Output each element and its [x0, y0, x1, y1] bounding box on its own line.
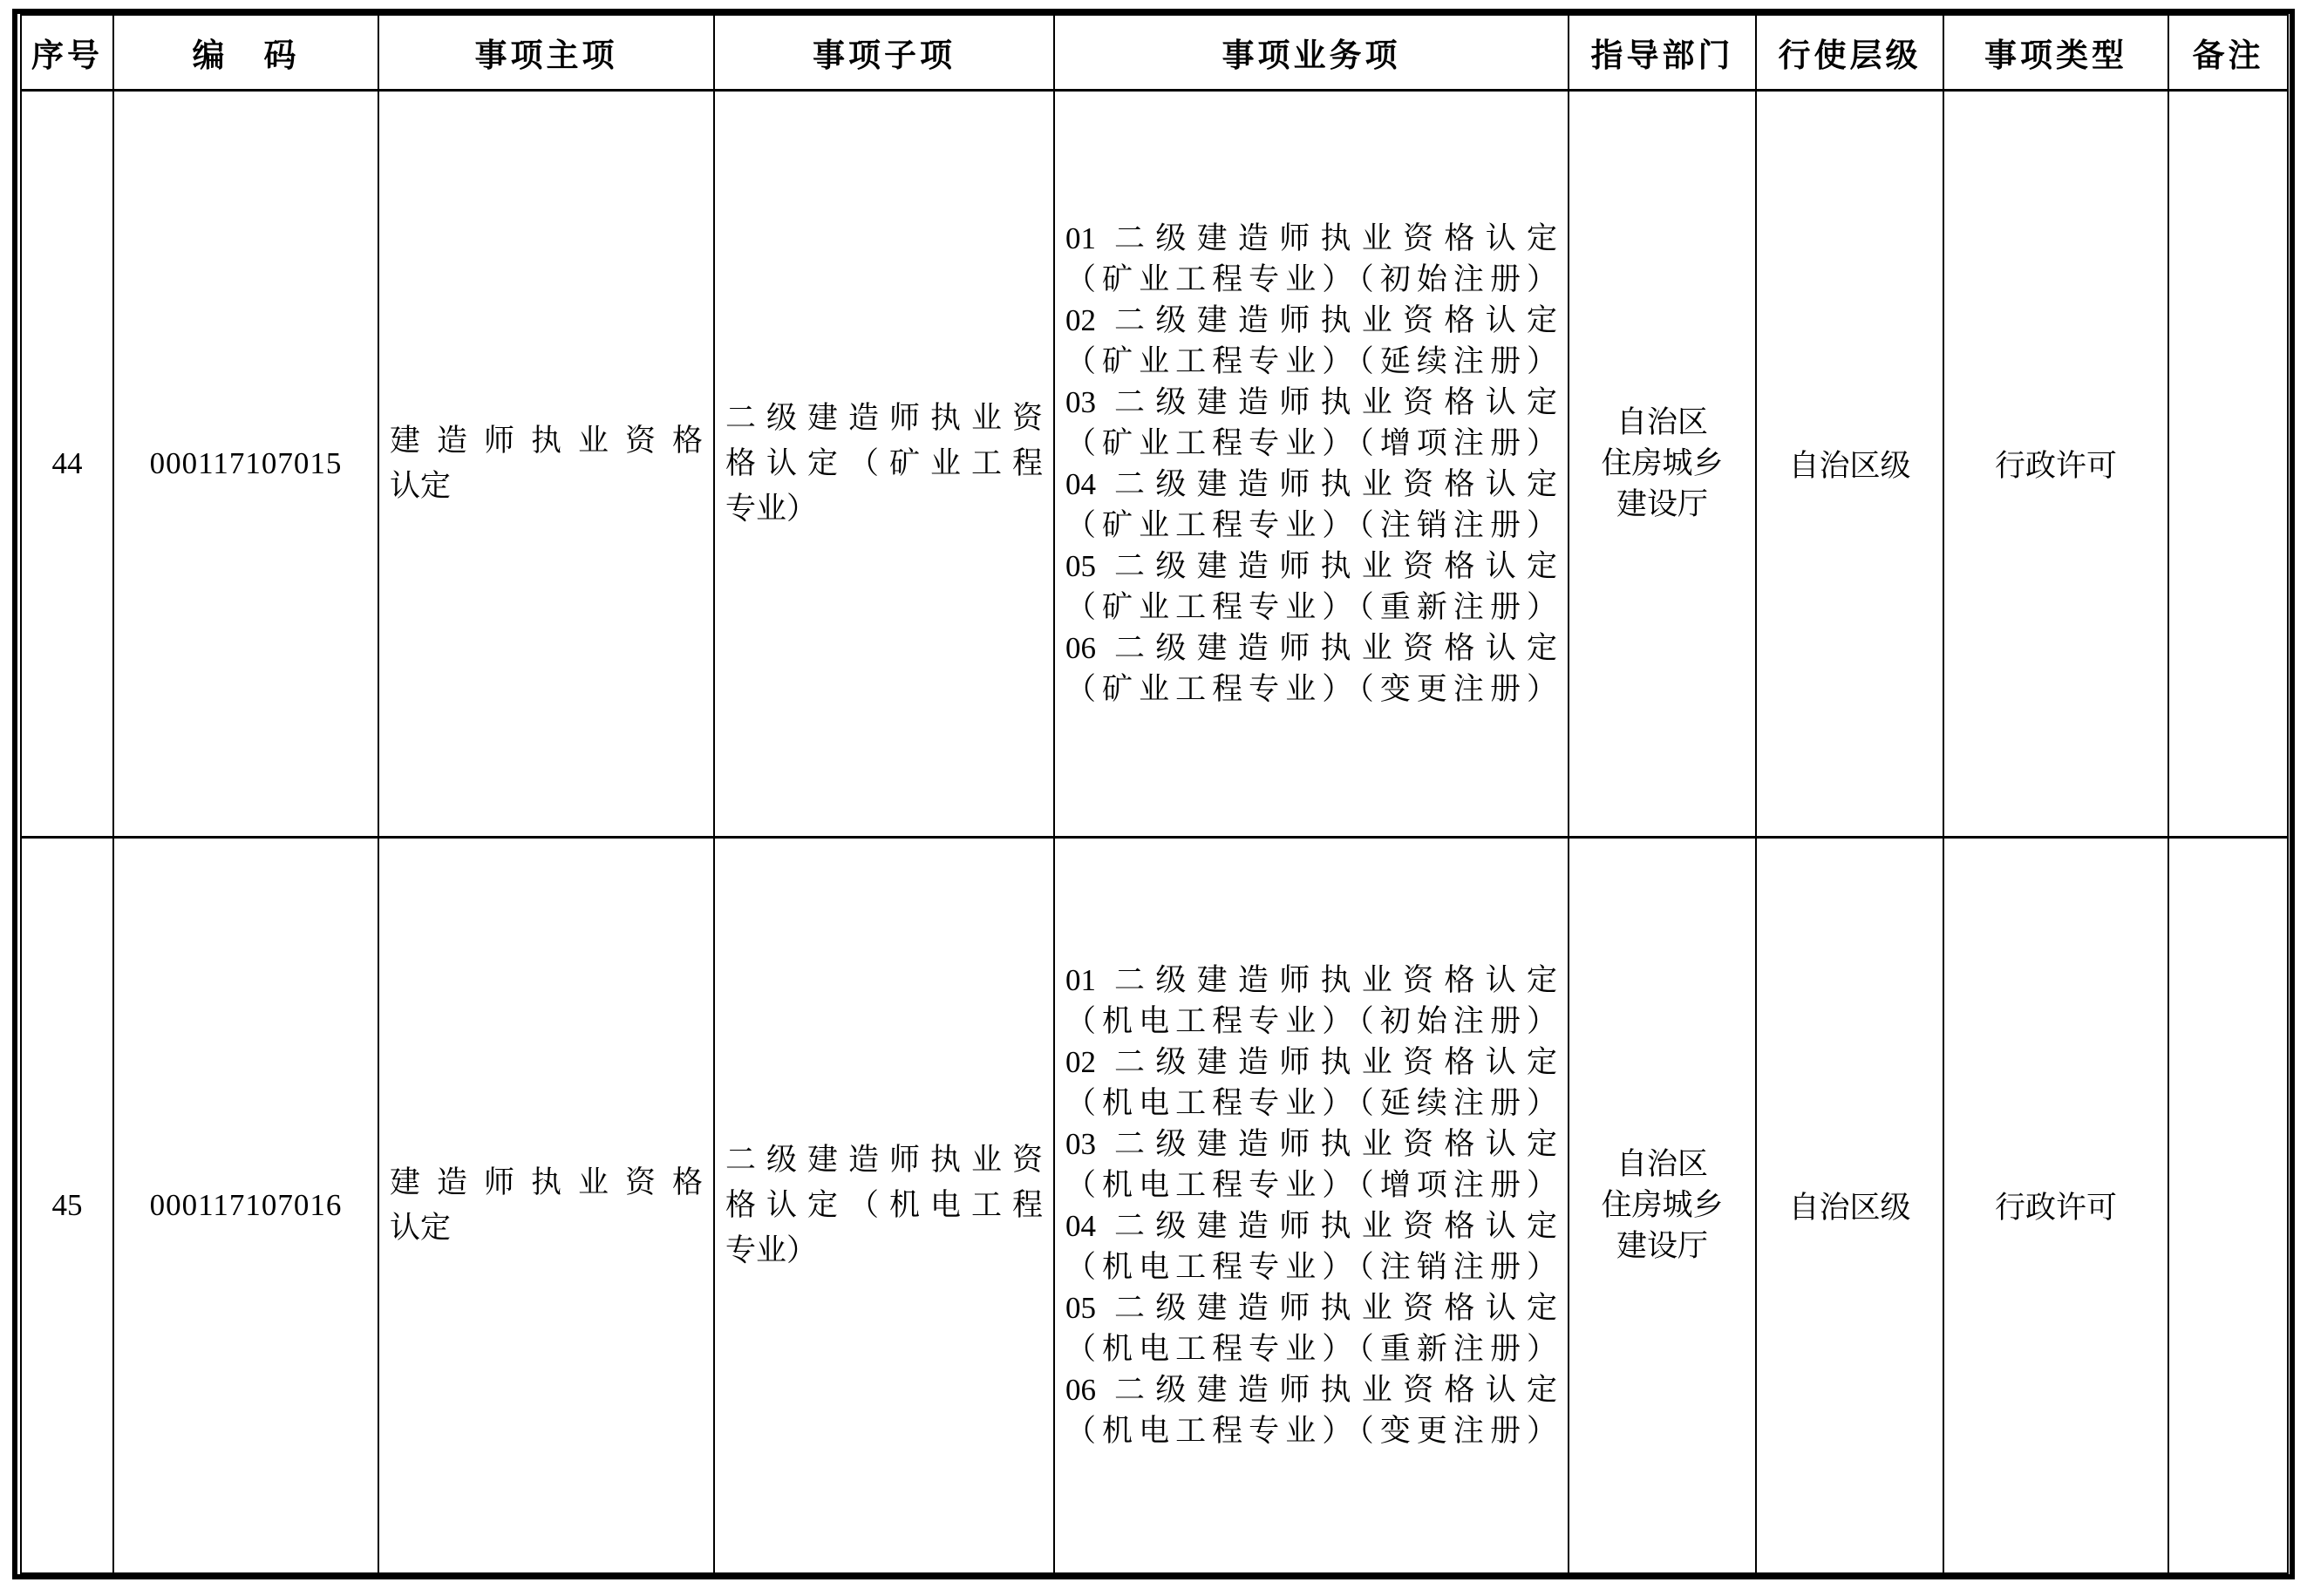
cell-department — [1569, 837, 1756, 1573]
department-line: 自治区 — [1616, 405, 1708, 439]
business-item-line: （矿业工程专业）（初始注册） — [1065, 261, 1557, 296]
business-item-line: 03 二级建造师执业资格认定 — [1065, 384, 1557, 419]
header-code: 编 码 — [113, 15, 378, 90]
sub-item-line: 二级建造师执业资 — [725, 1142, 1043, 1177]
department-line: 建设厅 — [1616, 1229, 1708, 1264]
business-item-line: 06 二级建造师执业资格认定 — [1065, 1372, 1557, 1407]
cell-seq: 45 — [21, 837, 113, 1573]
business-item-line: （机电工程专业）（初始注册） — [1065, 1003, 1557, 1038]
business-item-line: （矿业工程专业）（注销注册） — [1065, 507, 1557, 542]
header-department: 指导部门 — [1569, 15, 1756, 90]
cell-type: 行政许可 — [1943, 837, 2168, 1573]
items-table-border — [12, 9, 2295, 1579]
header-sub-item: 事项子项 — [714, 15, 1054, 90]
cell-sub-item — [714, 837, 1054, 1573]
cell-remark — [2168, 90, 2288, 837]
table-row-45 — [21, 837, 2288, 1573]
cell-remark — [2168, 837, 2288, 1573]
business-item-line: 05 二级建造师执业资格认定 — [1065, 548, 1557, 583]
business-item-line: 04 二级建造师执业资格认定 — [1065, 466, 1557, 501]
sub-item-line: 专业） — [725, 1233, 818, 1267]
business-item-line: 01 二级建造师执业资格认定 — [1065, 962, 1557, 997]
department-line: 建设厅 — [1616, 487, 1708, 521]
cell-seq: 44 — [21, 90, 113, 837]
business-item-line: （矿业工程专业）（延续注册） — [1065, 343, 1557, 378]
department-line: 住房城乡 — [1601, 1188, 1724, 1223]
business-item-line: 02 二级建造师执业资格认定 — [1065, 1044, 1557, 1079]
header-seq: 序号 — [21, 15, 113, 90]
department-line: 住房城乡 — [1601, 446, 1724, 480]
cell-main-item — [378, 837, 714, 1573]
cell-business-items — [1054, 90, 1569, 837]
header-main-item: 事项主项 — [378, 15, 714, 90]
header-row — [21, 15, 2288, 90]
cell-level: 自治区级 — [1756, 90, 1943, 837]
business-item-line: （矿业工程专业）（增项注册） — [1065, 425, 1557, 460]
business-item-line: 05 二级建造师执业资格认定 — [1065, 1290, 1557, 1325]
business-item-line: （机电工程专业）（注销注册） — [1065, 1249, 1557, 1284]
business-item-line: （矿业工程专业）（变更注册） — [1065, 671, 1557, 706]
main-item-line: 认定 — [390, 1210, 452, 1245]
sub-item-line: 二级建造师执业资 — [725, 400, 1043, 435]
cell-type: 行政许可 — [1943, 90, 2168, 837]
main-item-line: 建造师执业资格 — [390, 423, 703, 458]
business-item-line: 02 二级建造师执业资格认定 — [1065, 302, 1557, 337]
sub-item-line: 专业） — [725, 491, 818, 526]
table-row-44 — [21, 90, 2288, 837]
sub-item-line: 格认定（矿业工程 — [725, 445, 1043, 480]
header-business-item: 事项业务项 — [1054, 15, 1569, 90]
cell-level: 自治区级 — [1756, 837, 1943, 1573]
business-item-line: （机电工程专业）（变更注册） — [1065, 1413, 1557, 1448]
header-type: 事项类型 — [1943, 15, 2168, 90]
business-item-line: （矿业工程专业）（重新注册） — [1065, 589, 1557, 624]
business-item-line: 06 二级建造师执业资格认定 — [1065, 630, 1557, 665]
header-remark: 备注 — [2168, 15, 2288, 90]
header-level: 行使层级 — [1756, 15, 1943, 90]
business-item-line: 01 二级建造师执业资格认定 — [1065, 221, 1557, 255]
business-item-line: 04 二级建造师执业资格认定 — [1065, 1208, 1557, 1243]
business-item-line: （机电工程专业）（重新注册） — [1065, 1331, 1557, 1366]
business-item-line: （机电工程专业）（增项注册） — [1065, 1167, 1557, 1202]
business-item-line: 03 二级建造师执业资格认定 — [1065, 1126, 1557, 1161]
business-item-line: （机电工程专业）（延续注册） — [1065, 1085, 1557, 1120]
main-item-line: 认定 — [390, 468, 452, 503]
cell-department — [1569, 90, 1756, 837]
cell-main-item — [378, 90, 714, 837]
cell-code: 000117107016 — [113, 837, 378, 1573]
department-line: 自治区 — [1616, 1147, 1708, 1182]
cell-code: 000117107015 — [113, 90, 378, 837]
items-table — [20, 14, 2289, 1574]
main-item-line: 建造师执业资格 — [390, 1165, 703, 1199]
sub-item-line: 格认定（机电工程 — [725, 1187, 1043, 1222]
cell-sub-item — [714, 90, 1054, 837]
cell-business-items — [1054, 837, 1569, 1573]
